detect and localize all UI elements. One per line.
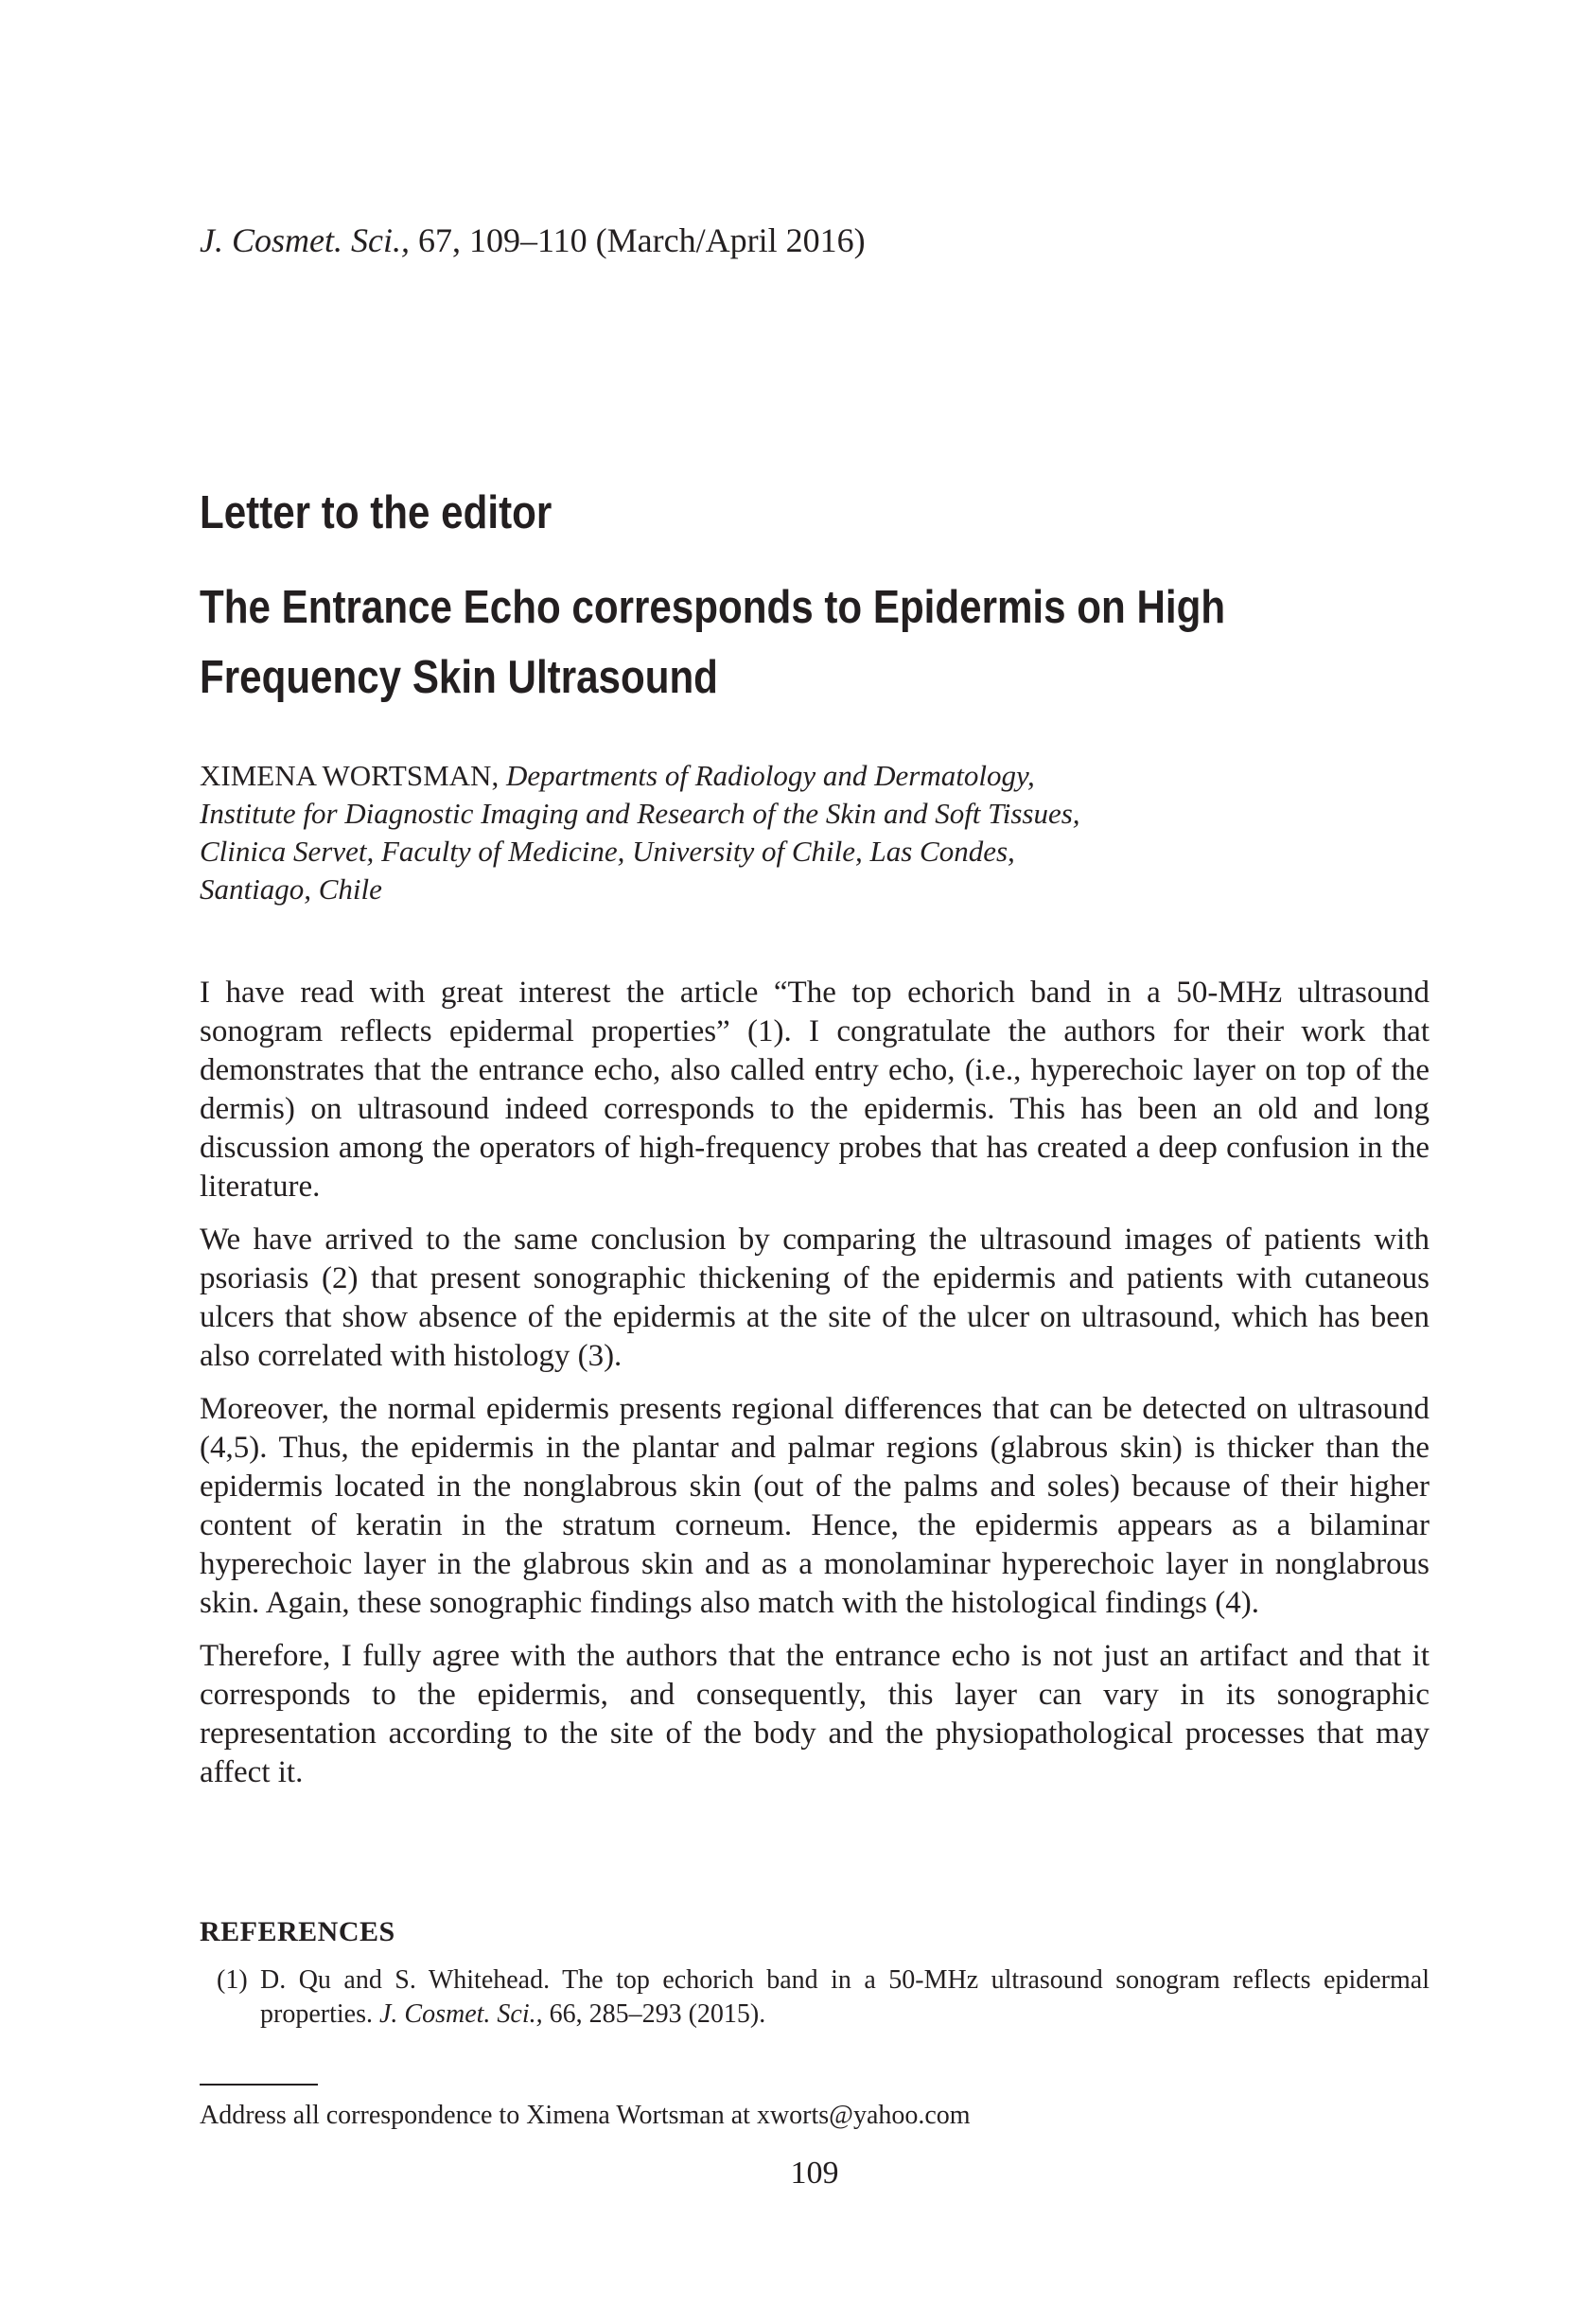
journal-name: J. Cosmet. Sci.,: [200, 221, 410, 259]
reference-text: D. Qu and S. Whitehead. The top echorich band in a 50-MHz ultrasound sonogram reflects epidermal properties.: [260, 1965, 1429, 2029]
reference-text-block: [260, 1963, 1429, 2032]
body-paragraph: I have read with great interest the article “The top echorich band in a 50-MHz ultrasound sonogram reflects epidermal properties” (1). I congratulate the authors for their work that demonstrates that the entrance echo, also called entry echo, (i.e., hyperechoic layer on top of the dermis) on ultrasound indeed corresponds to the epidermis. This has been an old and long discussion among the operators of high-frequency probes that has created a deep confusion in the literature.: [200, 976, 1429, 1204]
paper-page: [200, 0, 1429, 2306]
page-number: 109: [790, 2156, 839, 2191]
journal-volume: 67,: [417, 221, 461, 259]
article-title-line: Frequency Skin Ultrasound: [200, 652, 718, 703]
body-paragraph: We have arrived to the same conclusion by comparing the ultrasound images of patients with psoriasis (2) that present sonographic thickening of the epidermis and patients with cutaneous ulcers that show absence of the epidermis at the site of the ulcer on ultrasound, which has been also correlated with histology (3).: [200, 1223, 1429, 1373]
footnote-rule: [200, 2084, 318, 2086]
article-kicker: Letter to the editor: [200, 487, 552, 538]
references-heading: REFERENCES: [200, 1916, 395, 1947]
author-affiliation-line: Santiago, Chile: [200, 872, 382, 906]
author-name: XIMENA WORTSMAN,: [200, 759, 500, 792]
author-affiliation-line: Departments of Radiology and Dermatology,: [505, 759, 1035, 792]
journal-pages-date: 109–110 (March/April 2016): [468, 221, 866, 259]
article-title: [200, 572, 1225, 713]
correspondence-footnote: Address all correspondence to Ximena Wortsman at xworts@yahoo.com: [200, 2101, 971, 2130]
journal-citation: [200, 220, 866, 261]
reference-list: [217, 1963, 1429, 2032]
reference-number: (1): [217, 1965, 248, 1995]
letter-body: [200, 974, 1429, 1806]
author-affiliation-line: Clinica Servet, Faculty of Medicine, University of Chile, Las Condes,: [200, 835, 1015, 868]
author-affiliation-line: Institute for Diagnostic Imaging and Research of the Skin and Soft Tissues,: [200, 797, 1080, 830]
reference-journal: J. Cosmet. Sci.,: [378, 1999, 543, 2029]
reference-volume: 66,: [549, 1999, 583, 2029]
body-paragraph: Therefore, I fully agree with the authors that the entrance echo is not just an artifact and that it corresponds to the epidermis, and consequently, this layer can vary in its sonographic representation according to the site of the body and the physiopathological processes that may affect it.: [200, 1639, 1429, 1789]
body-paragraph: Moreover, the normal epidermis presents regional differences that can be detected on ultrasound (4,5). Thus, the epidermis in the plantar and palmar regions (glabrous skin) is thicker than the epidermis located in the nonglabrous skin (out of the palms and soles) because of their higher content of keratin in the stratum corneum. Hence, the epidermis appears as a bilaminar hyperechoic layer in the glabrous skin and as a monolaminar hyperechoic layer in nonglabrous skin. Again, these sonographic findings also match with the histological findings (4).: [200, 1392, 1429, 1620]
reference-pages-year: 285–293 (2015).: [588, 1999, 766, 2029]
author-block: [200, 757, 1080, 908]
article-title-line: The Entrance Echo corresponds to Epidermis on High: [200, 582, 1226, 633]
reference-item: [217, 1963, 1429, 2032]
